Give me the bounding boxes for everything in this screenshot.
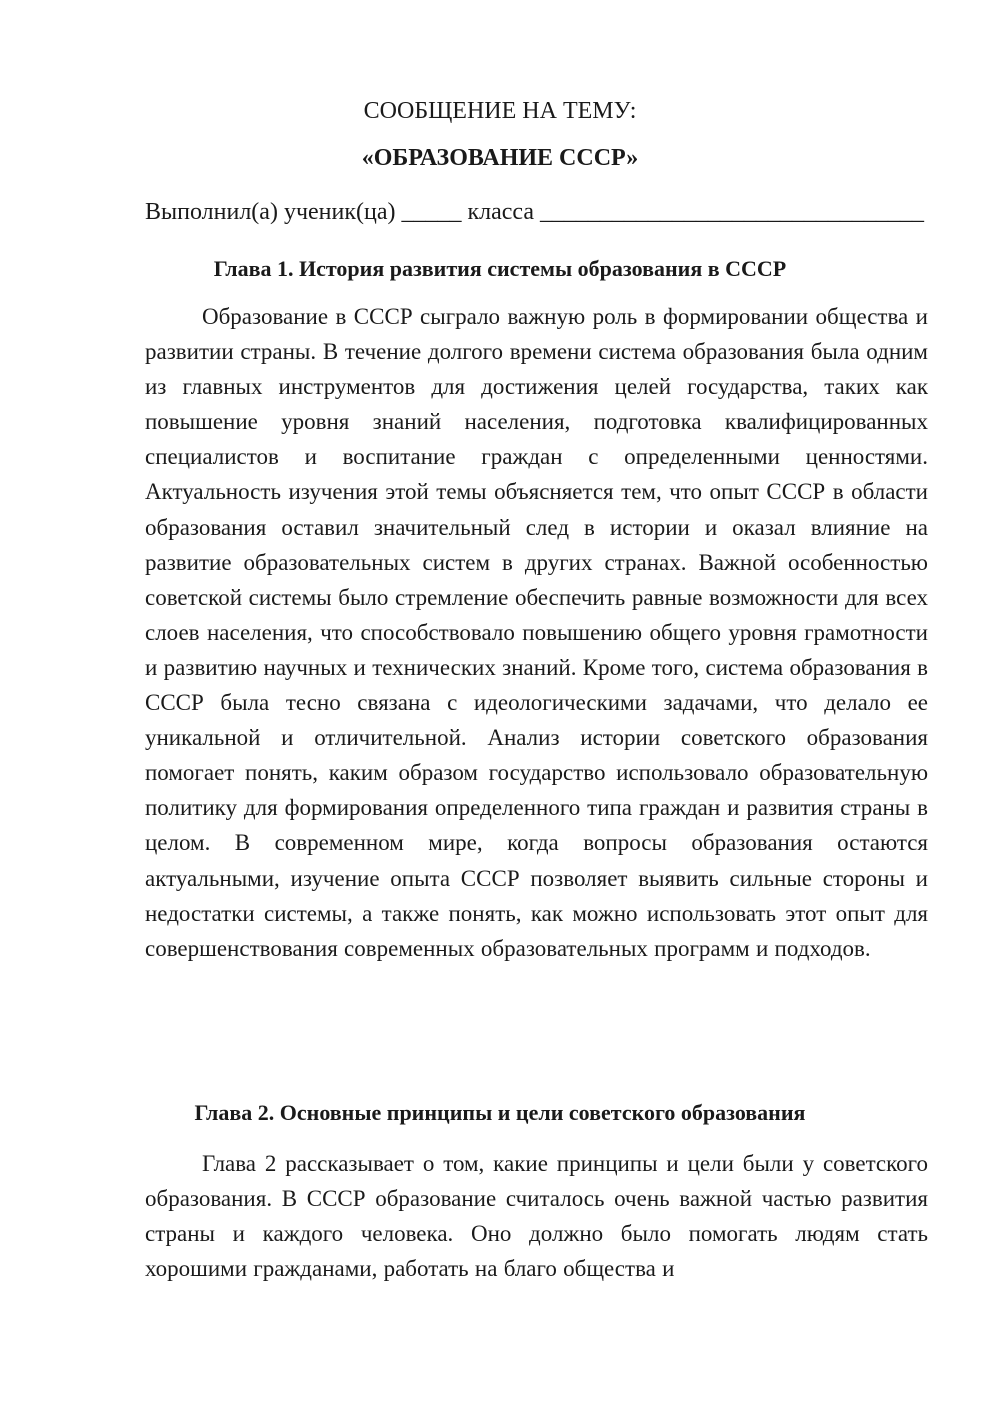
chapter-1-paragraph: Образование в СССР сыграло важную роль в формировании общества и развитии страны. В течение долгого времени система образования была одним из главных инструментов для достижения целей государства, таких как повышение уровня знаний населения, подготовка квалифицированных специалистов и воспитание граждан с определенными ценностями. Актуальность изучения этой темы объясняется тем, что опыт СССР в области образования оставил значительный след в истории и оказал влияние на развитие образовательных систем в других странах. Важной особенностью советской системы было стремление обеспечить равные возможности для всех слоев населения, что способствовало повышению общего уровня грамотности и развитию научных и технических знаний. Кроме того, система образования в СССР была тесно связана с идеологическими задачами, что делало ее уникальной и отличительной. Анализ истории советского образования помогает понять, каким образом государство использовало образовательную политику для формирования определенного типа граждан и развития страны в целом. В современном мире, когда вопросы образования остаются актуальными, изучение опыта СССР позволяет выявить сильные стороны и недостатки системы, а также понять, как можно использовать этот опыт для совершенствования современных образовательных программ и подходов. (145, 304, 928, 961)
document-title-line-1: СООБЩЕНИЕ НА ТЕМУ: (363, 98, 637, 124)
chapter-2-paragraph: Глава 2 рассказывает о том, какие принципы и цели были у советского образования. В СССР образование считалось очень важной частью развития страны и каждого человека. Оно должно было помогать людям стать хорошими гражданами, работать на благо общества и (145, 1151, 928, 1282)
document-title-line-2: «ОБРАЗОВАНИЕ СССР» (361, 145, 639, 171)
chapter-2-heading: Глава 2. Основные принципы и цели советского образования (194, 1100, 806, 1125)
chapter-1-heading: Глава 1. История развития системы образования в СССР (213, 256, 787, 281)
author-line: Выполнил(а) ученик(ца) _____ класса ________________________________ (145, 199, 925, 225)
